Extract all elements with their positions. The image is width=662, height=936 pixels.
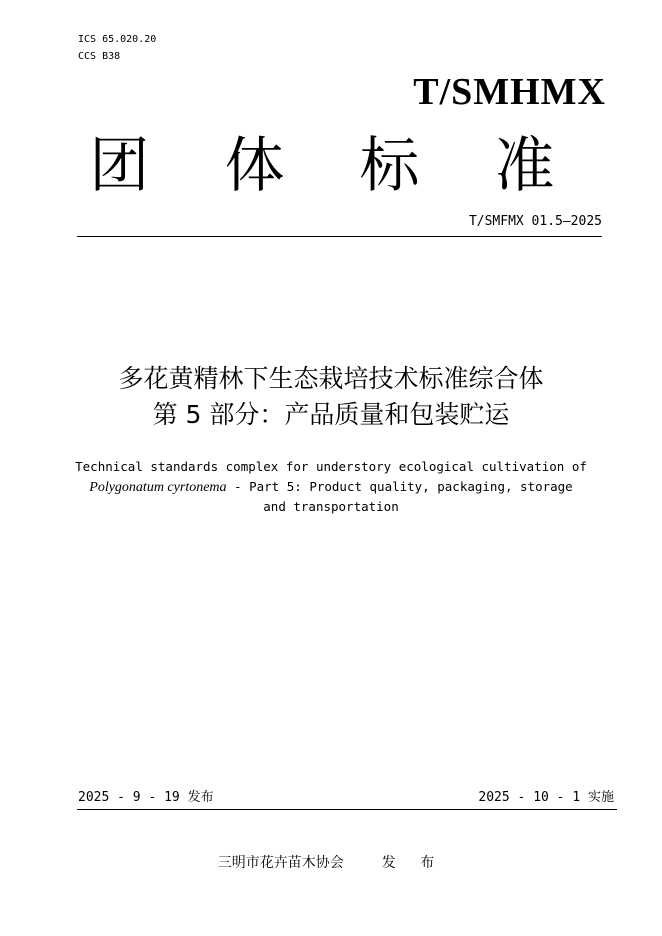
document-type-heading: 团 体 标 准: [89, 131, 583, 201]
ics-code: ICS 65.020.20: [78, 34, 157, 45]
ccs-code: CCS B38: [78, 51, 121, 62]
english-title-line-3: and transportation: [263, 499, 399, 514]
english-title-line-1: Technical standards complex for understory ecological cultivation of: [75, 459, 587, 474]
species-name: Polygonatum cyrtonema: [89, 480, 227, 495]
footer-divider: [77, 809, 617, 810]
publisher-line: [0, 854, 662, 872]
issue-date-value: 2025 - 9 - 19: [78, 790, 188, 805]
english-title-line-2-rest: - Part 5: Product quality, packaging, storage: [226, 479, 573, 494]
chinese-title-line-1: 多花黄精林下生态栽培技术标准综合体: [118, 364, 544, 393]
publish-label: 发 布: [381, 855, 445, 871]
standard-number: T/SMFMX 01.5—2025: [468, 214, 602, 229]
publisher-name: 三明市花卉苗木协会: [217, 855, 344, 871]
implementation-date: [478, 789, 614, 807]
issue-date: [78, 789, 214, 807]
chinese-title-line-2: 第 5 部分：产品质量和包装贮运: [152, 400, 510, 429]
implementation-date-value: 2025 - 10 - 1: [478, 790, 588, 805]
english-title-line-2: [0, 477, 662, 498]
organization-code: T/SMHMX: [413, 71, 606, 113]
issue-label: 发布: [187, 790, 214, 805]
header-divider: [77, 236, 602, 237]
implementation-label: 实施: [587, 790, 614, 805]
